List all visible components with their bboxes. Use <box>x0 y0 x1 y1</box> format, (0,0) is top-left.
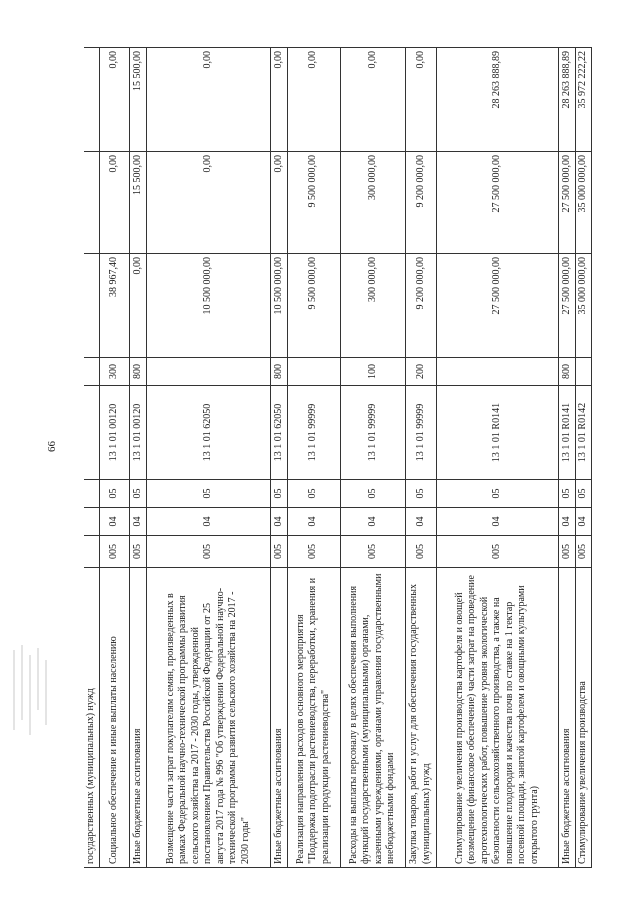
cell-csr: 13 1 01 62050 <box>146 386 271 480</box>
cell-prz: 05 <box>575 480 591 508</box>
cell-rz: 04 <box>99 508 130 536</box>
cell-csr: 13 1 01 00120 <box>99 386 130 480</box>
cell-s2019: 0,00 <box>271 48 287 152</box>
cell-s2017: 27 500 000,00 <box>436 254 559 358</box>
table-row <box>84 48 99 868</box>
cell-s2019: 28 263 888,89 <box>436 48 559 152</box>
cell-name: государственных (муниципальных) нужд <box>84 568 99 868</box>
cell-prz: 05 <box>436 480 559 508</box>
cell-adm: 005 <box>559 536 575 568</box>
cell-adm: 005 <box>271 536 287 568</box>
cell-csr: 13 1 01 R0142 <box>575 386 591 480</box>
cell-name: Стимулирование увеличения производства <box>575 568 591 868</box>
cell-csr: 13 1 01 R0141 <box>559 386 575 480</box>
cell-s2018 <box>84 152 99 254</box>
cell-adm <box>84 536 99 568</box>
cell-s2019: 0,00 <box>406 48 437 152</box>
cell-csr: 13 1 01 99999 <box>340 386 405 480</box>
cell-name: Иные бюджетные ассигнования <box>271 568 287 868</box>
cell-adm: 005 <box>406 536 437 568</box>
cell-vr <box>436 358 559 386</box>
cell-prz: 05 <box>271 480 287 508</box>
cell-s2017: 300 000,00 <box>340 254 405 358</box>
table-row <box>146 48 271 868</box>
cell-rz: 04 <box>436 508 559 536</box>
cell-s2019: 28 263 888,89 <box>559 48 575 152</box>
cell-s2019: 0,00 <box>146 48 271 152</box>
cell-rz: 04 <box>130 508 146 536</box>
cell-name: Стимулирование увеличения производства картофеля и овощей (возмещение (финансовое обеспечение) части затрат на проведение агротехнологических работ, повышение уровня экологической безопасности сельскохозяйственного производства, а также на повышение плодородия и качества почв по ставке на 1 гектар посевной площади, занятой картофелем и овощными культурами открытого грунта) <box>436 568 559 868</box>
cell-rz: 04 <box>406 508 437 536</box>
cell-vr <box>575 358 591 386</box>
cell-adm: 005 <box>99 536 130 568</box>
cell-s2018: 0,00 <box>146 152 271 254</box>
cell-rz <box>84 508 99 536</box>
cell-s2019: 35 972 222,22 <box>575 48 591 152</box>
cell-prz: 05 <box>130 480 146 508</box>
cell-prz: 05 <box>559 480 575 508</box>
table-row <box>271 48 287 868</box>
cell-vr <box>287 358 340 386</box>
cell-vr: 100 <box>340 358 405 386</box>
cell-s2017: 0,00 <box>130 254 146 358</box>
cell-adm: 005 <box>575 536 591 568</box>
table-row <box>99 48 130 868</box>
cell-adm: 005 <box>436 536 559 568</box>
cell-prz: 05 <box>406 480 437 508</box>
cell-s2017: 27 500 000,00 <box>559 254 575 358</box>
table-row <box>130 48 146 868</box>
table-row <box>575 48 591 868</box>
cell-adm: 005 <box>340 536 405 568</box>
cell-s2018: 9 200 000,00 <box>406 152 437 254</box>
cell-adm: 005 <box>130 536 146 568</box>
cell-csr: 13 1 01 99999 <box>287 386 340 480</box>
cell-s2018: 0,00 <box>99 152 130 254</box>
table-row <box>436 48 559 868</box>
cell-name: Социальное обеспечение и иные выплаты населению <box>99 568 130 868</box>
cell-name: Иные бюджетные ассигнования <box>130 568 146 868</box>
cell-vr: 800 <box>271 358 287 386</box>
cell-adm: 005 <box>287 536 340 568</box>
cell-s2018: 27 500 000,00 <box>559 152 575 254</box>
budget-table <box>84 47 592 868</box>
cell-prz: 05 <box>340 480 405 508</box>
cell-name: Возмещение части затрат покупателям семян, произведенных в рамках Федеральной научно-технической программы развития сельского хозяйства на 2017 - 2030 годы, утвержденной постановлением Правительства Российской Федерации от 25 августа 2017 года № 996 "Об утверждении Федеральной научно-технической программы развития сельского хозяйства на 2017 - 2030 годы" <box>146 568 271 868</box>
page-number: 66 <box>46 441 58 452</box>
cell-rz: 04 <box>340 508 405 536</box>
cell-name: Расходы на выплаты персоналу в целях обеспечения выполнения функций государственными (муниципальными) органами, казенными учреждениями, органами управления государственными внебюджетными фондами <box>340 568 405 868</box>
cell-vr <box>146 358 271 386</box>
cell-name: Реализация направления расходов основного мероприятия "Поддержка подотрасли растениеводства, переработки, хранения и реализации продукции растениеводства" <box>287 568 340 868</box>
cell-name: Закупка товаров, работ и услуг для обеспечения государственных (муниципальных) нужд <box>406 568 437 868</box>
table-row <box>340 48 405 868</box>
table-row <box>287 48 340 868</box>
cell-s2018: 35 000 000,00 <box>575 152 591 254</box>
cell-csr <box>84 386 99 480</box>
cell-rz: 04 <box>559 508 575 536</box>
cell-rz: 04 <box>575 508 591 536</box>
cell-rz: 04 <box>146 508 271 536</box>
cell-vr: 800 <box>559 358 575 386</box>
cell-s2018: 9 500 000,00 <box>287 152 340 254</box>
cell-s2019: 0,00 <box>340 48 405 152</box>
cell-prz: 05 <box>287 480 340 508</box>
cell-s2019: 0,00 <box>99 48 130 152</box>
cell-csr: 13 1 01 99999 <box>406 386 437 480</box>
cell-vr: 200 <box>406 358 437 386</box>
cell-name: Иные бюджетные ассигнования <box>559 568 575 868</box>
cell-s2017: 9 200 000,00 <box>406 254 437 358</box>
cell-rz: 04 <box>271 508 287 536</box>
table-row <box>406 48 437 868</box>
cell-s2018: 27 500 000,00 <box>436 152 559 254</box>
cell-s2018: 15 500,00 <box>130 152 146 254</box>
cell-vr <box>84 358 99 386</box>
cell-vr: 300 <box>99 358 130 386</box>
cell-prz: 05 <box>99 480 130 508</box>
cell-csr: 13 1 01 62050 <box>271 386 287 480</box>
cell-s2017: 9 500 000,00 <box>287 254 340 358</box>
cell-prz: 05 <box>146 480 271 508</box>
cell-s2018: 0,00 <box>271 152 287 254</box>
cell-s2017: 35 000 000,00 <box>575 254 591 358</box>
faded-stamp-image <box>8 640 56 740</box>
budget-table-rotated <box>84 48 592 868</box>
cell-s2017: 10 500 000,00 <box>271 254 287 358</box>
cell-csr: 13 1 01 R0141 <box>436 386 559 480</box>
cell-vr: 800 <box>130 358 146 386</box>
cell-s2019: 0,00 <box>287 48 340 152</box>
cell-prz <box>84 480 99 508</box>
table-row <box>559 48 575 868</box>
cell-s2018: 300 000,00 <box>340 152 405 254</box>
cell-s2017: 38 967,40 <box>99 254 130 358</box>
cell-s2019: 15 500,00 <box>130 48 146 152</box>
cell-s2017: 10 500 000,00 <box>146 254 271 358</box>
cell-adm: 005 <box>146 536 271 568</box>
cell-s2017 <box>84 254 99 358</box>
cell-s2019 <box>84 48 99 152</box>
cell-csr: 13 1 01 00120 <box>130 386 146 480</box>
cell-rz: 04 <box>287 508 340 536</box>
